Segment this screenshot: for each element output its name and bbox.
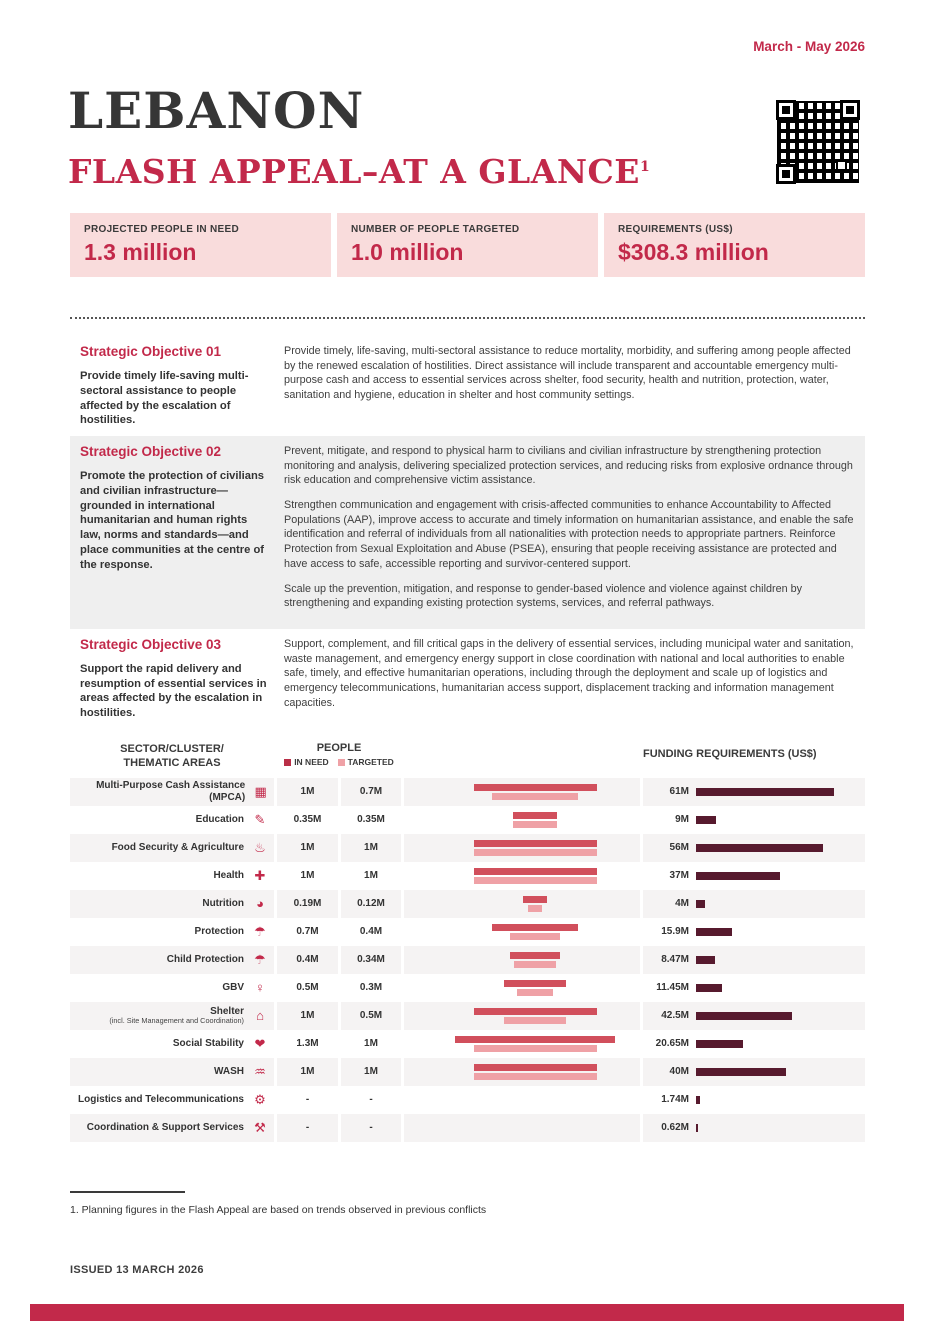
sector-label: [87, 1122, 244, 1134]
in-need-swatch-icon: [284, 759, 291, 766]
stat-value: 1.0 million: [351, 239, 464, 265]
targeted-bar: [510, 933, 559, 940]
sector-cell: [70, 1030, 274, 1058]
table-row: [70, 1114, 865, 1142]
in-need-value: 1M: [277, 862, 338, 890]
funding-bar: [696, 788, 834, 796]
in-need-bar: [504, 980, 566, 987]
sector-name: Health: [213, 869, 244, 881]
in-need-bar: [492, 924, 578, 931]
legend-in-need-label: IN NEED: [294, 757, 329, 767]
sector-name: Nutrition: [202, 897, 244, 909]
objective-left: [80, 444, 270, 621]
in-need-value: 0.4M: [277, 946, 338, 974]
strategic-objective-03: [70, 629, 865, 739]
sector-column-header: [70, 736, 274, 771]
sector-cell: [70, 834, 274, 862]
objective-title: Strategic Objective 03: [80, 636, 222, 652]
objective-left: [80, 637, 270, 731]
key-figures: [70, 213, 865, 277]
targeted-value: -: [341, 1114, 401, 1142]
people-bars: [404, 890, 640, 918]
objective-summary: Promote the protection of civilians and civilian infrastructure—grounded in international humanitarian and human rights law, norms and standards—and place communities at the centre of the response.: [80, 470, 265, 571]
targeted-bar: [474, 1045, 597, 1052]
table-header: [70, 736, 865, 771]
funding-value: 61M: [669, 786, 689, 798]
table-row: [70, 946, 865, 974]
sector-label: [195, 926, 244, 938]
wash-icon: ♒: [254, 1064, 266, 1080]
table-row: [70, 890, 865, 918]
funding-value: 0.62M: [661, 1122, 689, 1134]
sector-label: [213, 870, 244, 882]
funding-bar: [696, 844, 823, 852]
funding-bar: [696, 816, 716, 824]
in-need-value: 1M: [277, 834, 338, 862]
in-need-value: 1M: [277, 1058, 338, 1086]
sector-label: [167, 954, 244, 966]
targeted-bar: [474, 1073, 597, 1080]
objective-left: [80, 344, 270, 428]
targeted-bar: [504, 1017, 566, 1024]
sector-name: Social Stability: [172, 1037, 244, 1049]
funding-cell: [643, 1058, 865, 1086]
targeted-value: 0.3M: [341, 974, 401, 1002]
objective-summary: Support the rapid delivery and resumption of essential services in areas affected by the escalation in hostilities.: [80, 662, 267, 720]
stat-label: REQUIREMENTS (US$): [618, 224, 733, 235]
funding-cell: [643, 974, 865, 1002]
social-stability-icon: ❤: [254, 1036, 266, 1052]
objective-title: Strategic Objective 02: [80, 444, 222, 460]
sector-cell: [70, 1114, 274, 1142]
in-need-bar: [513, 812, 556, 819]
funding-value: 1.74M: [661, 1094, 689, 1106]
sector-label: [112, 842, 244, 854]
funding-value: 9M: [675, 814, 689, 826]
targeted-bar: [474, 877, 597, 884]
table-row: [70, 778, 865, 806]
sector-cell: [70, 890, 274, 918]
sector-cell: [70, 862, 274, 890]
qr-finder-icon: [776, 164, 796, 184]
funding-bar: [696, 1012, 792, 1020]
stat-value: 1.3 million: [84, 239, 197, 265]
in-need-value: 1M: [277, 778, 338, 806]
sector-label: [196, 814, 244, 826]
in-need-value: 0.5M: [277, 974, 338, 1002]
targeted-value: 1M: [341, 1058, 401, 1086]
in-need-bar: [474, 1064, 597, 1071]
people-legend: [277, 757, 401, 767]
funding-value: 20.65M: [655, 1038, 689, 1050]
funding-value: 56M: [669, 842, 689, 854]
table-row: [70, 1002, 865, 1030]
funding-bar: [696, 1124, 698, 1132]
objective-body: [284, 444, 855, 621]
targeted-bar: [513, 821, 556, 828]
objective-body: [284, 637, 855, 731]
cash-icon: ▦: [254, 784, 267, 800]
table-row: [70, 834, 865, 862]
funding-value: 8.47M: [661, 954, 689, 966]
in-need-bar: [474, 868, 597, 875]
funding-cell: [643, 890, 865, 918]
people-bars: [404, 946, 640, 974]
in-need-bar: [523, 896, 546, 903]
page-subtitle: [68, 152, 651, 191]
logistics-icon: ⚙: [254, 1092, 266, 1108]
date-range: March - May 2026: [753, 39, 865, 54]
qr-code: [776, 100, 860, 184]
objective-paragraph: Strengthen communication and engagement with crisis-affected communities to enhance Accountability to Affected Populations (AAP), improve access to accurate and timely information on humanitarian assistance, and enable the safe identification and referral of individuals from all nationalities with protection needs to appropriate partners. Reinforce Protection from Sexual Exploitation and Abuse (PSEA), ensuring that people receiving assistance are protected and have access to safe, accessible reporting and survivor-centered support.: [284, 499, 854, 570]
targeted-bar: [514, 961, 556, 968]
targeted-value: 1M: [341, 862, 401, 890]
people-bars: [404, 1002, 640, 1030]
sector-table-body: [70, 778, 865, 1142]
stat-value: $308.3 million: [618, 239, 769, 265]
sector-label: [78, 1094, 244, 1106]
in-need-bar: [474, 840, 597, 847]
sector-name: Shelter: [210, 1005, 244, 1017]
sector-table: [70, 736, 865, 1142]
targeted-value: 0.7M: [341, 778, 401, 806]
in-need-value: 0.7M: [277, 918, 338, 946]
targeted-bar: [528, 905, 543, 912]
protection-icon: ☂: [254, 924, 266, 940]
people-bars: [404, 974, 640, 1002]
people-bars: [404, 1114, 640, 1142]
sector-header-line1: SECTOR/CLUSTER/: [120, 743, 224, 755]
sector-name: GBV: [222, 981, 244, 993]
legend-targeted-label: TARGETED: [347, 757, 394, 767]
funding-bar: [696, 872, 780, 880]
stat-people-in-need: [70, 213, 331, 277]
funding-cell: [643, 806, 865, 834]
funding-value: 11.45M: [656, 982, 689, 994]
funding-value: 4M: [675, 898, 689, 910]
education-icon: ✎: [254, 812, 266, 828]
people-header-title: PEOPLE: [316, 742, 362, 754]
coordination-icon: ⚒: [254, 1120, 266, 1136]
stat-people-targeted: [337, 213, 598, 277]
stat-label: PROJECTED PEOPLE IN NEED: [84, 224, 240, 235]
targeted-value: -: [341, 1086, 401, 1114]
funding-value: 37M: [669, 870, 689, 882]
sector-name: Logistics and Telecommunications: [78, 1093, 244, 1105]
footer-accent-bar: [30, 1304, 904, 1321]
sector-name: Protection: [194, 925, 244, 937]
targeted-swatch-icon: [338, 759, 345, 766]
objective-paragraph: Prevent, mitigate, and respond to physical harm to civilians and civilian infrastructure by strengthening protection monitoring and analysis, delivering specialized protection services, and reducing risks from explosive ordnance through risk education and comprehensive victim assistance.: [284, 445, 853, 487]
table-row: [70, 1086, 865, 1114]
people-bars: [404, 1058, 640, 1086]
sector-subtitle: (incl. Site Management and Coordination): [109, 1016, 244, 1026]
objective-title: Strategic Objective 01: [80, 344, 222, 359]
funding-value: 40M: [669, 1066, 689, 1078]
funding-bar: [696, 928, 732, 936]
funding-bar: [696, 984, 722, 992]
strategic-objectives: [70, 336, 865, 739]
people-bars: [404, 834, 640, 862]
people-bars: [404, 1030, 640, 1058]
objective-paragraph: Scale up the prevention, mitigation, and response to gender-based violence and violence against children by strengthening and expanding existing protection systems, services, and referral pathways.: [284, 582, 802, 610]
table-row: [70, 862, 865, 890]
targeted-bar: [492, 793, 578, 800]
objective-body: [284, 344, 855, 428]
footnote: 1. Planning figures in the Flash Appeal are based on trends observed in previous conflicts: [70, 1204, 487, 1216]
people-column-header: [277, 736, 401, 771]
funding-bar: [696, 900, 705, 908]
legend-targeted: [338, 757, 394, 767]
gbv-icon: ♀: [255, 980, 265, 996]
dotted-divider: [70, 317, 865, 319]
strategic-objective-02: [70, 436, 865, 629]
funding-bar: [696, 1068, 786, 1076]
footnote-divider: [70, 1191, 185, 1193]
objective-paragraph: Support, complement, and fill critical gaps in the delivery of essential services, including municipal water and sanitation, waste management, and emergency energy support in close coordination with national and local authorities to enable safe, timely, and effective humanitarian operations, including through the deployment and scale up of logistics and emergency telecommunications, humanitarian access support, displacement tracking and information management capacities.: [284, 637, 854, 709]
in-need-bar: [510, 952, 559, 959]
qr-finder-icon: [776, 100, 796, 120]
funding-cell: [643, 918, 865, 946]
qr-alignment-icon: [836, 160, 847, 171]
in-need-value: -: [277, 1086, 338, 1114]
objective-summary: Provide timely life-saving multi-sectoral assistance to people affected by the escalation of hostilities.: [80, 370, 249, 427]
table-row: [70, 974, 865, 1002]
table-row: [70, 1030, 865, 1058]
sector-label: [70, 780, 245, 803]
funding-cell: [643, 946, 865, 974]
subtitle-text: FLASH APPEAL–AT A GLANCE: [68, 152, 640, 191]
sector-header-line2: THEMATIC AREAS: [123, 757, 221, 770]
stat-label: NUMBER OF PEOPLE TARGETED: [351, 224, 520, 235]
funding-cell: [643, 862, 865, 890]
shelter-icon: ⌂: [256, 1008, 264, 1024]
funding-cell: [643, 1114, 865, 1142]
sector-cell: [70, 1058, 274, 1086]
sector-cell: [70, 1002, 274, 1030]
qr-finder-icon: [840, 100, 860, 120]
sector-cell: [70, 974, 274, 1002]
page-title: LEBANON: [68, 81, 365, 140]
funding-bar: [696, 956, 715, 964]
in-need-value: 0.35M: [277, 806, 338, 834]
sector-name: Child Protection: [166, 953, 244, 965]
funding-bar: [696, 1040, 743, 1048]
in-need-value: 1M: [277, 1002, 338, 1030]
sector-name: Multi-Purpose Cash Assistance (MPCA): [96, 780, 246, 803]
sector-label: [222, 982, 244, 994]
people-bars: [404, 1086, 640, 1114]
targeted-value: 1M: [341, 834, 401, 862]
stat-requirements: [604, 213, 865, 277]
sector-label: [202, 898, 244, 910]
table-row: [70, 918, 865, 946]
in-need-value: 0.19M: [277, 890, 338, 918]
child-protection-icon: ☂: [254, 952, 266, 968]
sector-cell: [70, 1086, 274, 1114]
funding-value: 42.5M: [661, 1010, 689, 1022]
funding-bar: [696, 1096, 700, 1104]
targeted-value: 0.12M: [341, 890, 401, 918]
in-need-bar: [474, 1008, 597, 1015]
issued-date: ISSUED 13 MARCH 2026: [70, 1264, 204, 1276]
sector-name: WASH: [214, 1065, 244, 1077]
sector-cell: [70, 778, 274, 806]
strategic-objective-01: [70, 336, 865, 436]
sector-label: [214, 1066, 244, 1078]
targeted-value: 1M: [341, 1030, 401, 1058]
table-row: [70, 806, 865, 834]
funding-cell: [643, 1030, 865, 1058]
in-need-bar: [474, 784, 597, 791]
people-bars: [404, 862, 640, 890]
table-row: [70, 1058, 865, 1086]
in-need-bar: [455, 1036, 615, 1043]
nutrition-icon: ◕: [256, 896, 264, 912]
targeted-value: 0.34M: [341, 946, 401, 974]
sector-label: [109, 1006, 244, 1026]
people-bars: [404, 778, 640, 806]
sector-cell: [70, 918, 274, 946]
legend-in-need: [284, 757, 328, 767]
sector-name: Education: [195, 813, 244, 825]
targeted-bar: [517, 989, 554, 996]
sector-label: [173, 1038, 244, 1050]
targeted-value: 0.5M: [341, 1002, 401, 1030]
sector-cell: [70, 806, 274, 834]
funding-column-header: FUNDING REQUIREMENTS (US$): [643, 748, 817, 760]
footnote-marker: 1: [639, 159, 651, 175]
targeted-bar: [474, 849, 597, 856]
health-icon: ✚: [254, 868, 266, 884]
funding-cell: [643, 778, 865, 806]
funding-cell: [643, 834, 865, 862]
targeted-value: 0.35M: [341, 806, 401, 834]
people-bars: [404, 806, 640, 834]
in-need-value: -: [277, 1114, 338, 1142]
in-need-value: 1.3M: [277, 1030, 338, 1058]
sector-cell: [70, 946, 274, 974]
funding-value: 15.9M: [661, 926, 689, 938]
funding-cell: [643, 1086, 865, 1114]
food-icon: ♨: [254, 840, 266, 856]
people-bars: [404, 918, 640, 946]
objective-paragraph: Provide timely, life-saving, multi-sectoral assistance to reduce mortality, morbidity, and suffering among people affected by the renewed escalation of hostilities. Direct assistance will include transparent and accountable emergency multi-purpose cash and access to essential services across shelter, food security, health and nutrition, protection, water, sanitation and hygiene, education in shelter and host community settings.: [284, 345, 851, 402]
funding-cell: [643, 1002, 865, 1030]
sector-name: Food Security & Agriculture: [111, 841, 244, 853]
sector-name: Coordination & Support Services: [86, 1121, 244, 1133]
targeted-value: 0.4M: [341, 918, 401, 946]
